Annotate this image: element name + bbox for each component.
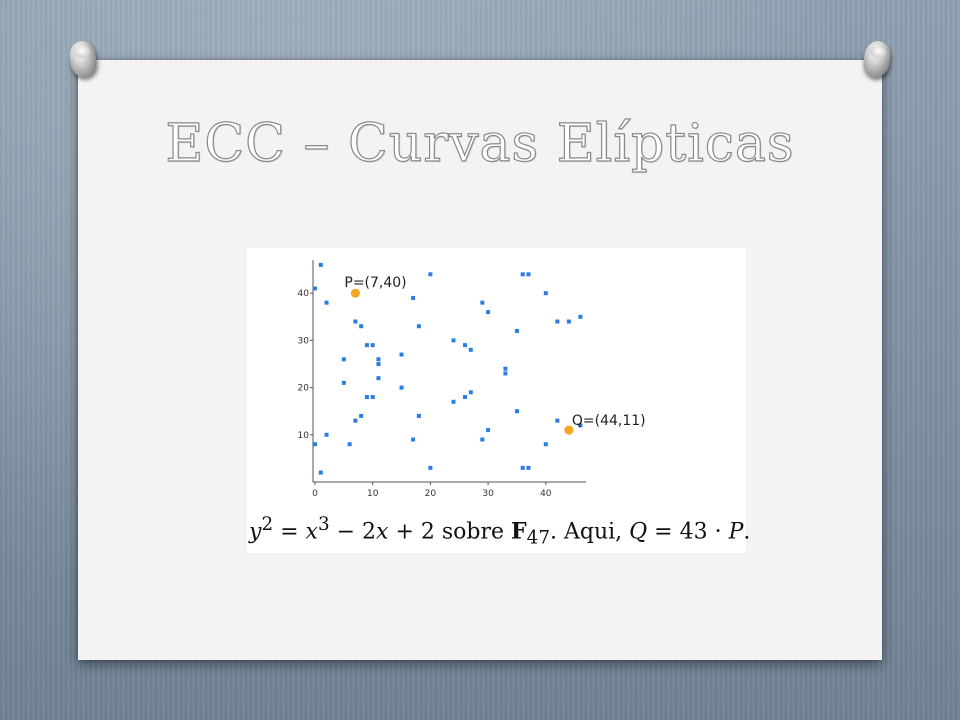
y-tick-label: 40 — [297, 289, 309, 300]
data-point — [319, 471, 323, 475]
data-point — [411, 296, 415, 300]
data-point — [480, 301, 484, 305]
highlight-label-q: Q=(44,11) — [571, 413, 646, 430]
data-point — [411, 438, 415, 442]
caption-q: Q — [629, 519, 648, 545]
caption-sep: . Aqui, — [549, 519, 630, 545]
x-tick-label: 10 — [366, 489, 379, 499]
data-point — [526, 466, 530, 470]
caption-field-sub: 47 — [526, 527, 550, 549]
scatter-plot — [247, 248, 746, 510]
data-point — [417, 414, 421, 418]
data-point — [521, 466, 525, 470]
x-tick-label: 30 — [482, 489, 494, 499]
caption-eq2: = 43 · — [647, 519, 729, 545]
data-point — [486, 428, 490, 432]
data-point — [365, 343, 369, 347]
slide-title: ECC – Curvas Elípticas — [165, 114, 795, 174]
data-point — [376, 362, 380, 366]
data-point — [319, 263, 323, 267]
y-tick-label: 10 — [297, 430, 309, 441]
data-point — [359, 324, 363, 328]
data-point — [555, 320, 559, 324]
caption-x: x — [305, 519, 318, 545]
data-point — [400, 353, 404, 357]
y-tick-label: 30 — [297, 336, 309, 347]
data-point — [544, 291, 548, 295]
figure — [247, 248, 751, 553]
data-point — [376, 376, 380, 380]
caption-field: F — [511, 518, 527, 545]
data-point — [469, 390, 473, 394]
data-point — [526, 272, 530, 276]
data-point — [342, 357, 346, 361]
highlight-label-p: P=(7,40) — [344, 275, 407, 292]
caption-eq: = — [273, 519, 306, 545]
data-point — [463, 395, 467, 399]
caption-y: y — [249, 519, 262, 545]
x-tick-label: 20 — [424, 489, 437, 499]
caption-x2: x — [376, 519, 389, 545]
figure-caption — [249, 514, 751, 549]
caption-minus: − 2 — [329, 519, 377, 545]
caption-y-exp: 2 — [261, 514, 274, 535]
data-point — [325, 433, 329, 437]
data-point — [451, 400, 455, 404]
data-point — [348, 442, 352, 446]
data-point — [325, 301, 329, 305]
data-point — [544, 442, 548, 446]
data-point — [342, 381, 346, 385]
data-point — [503, 367, 507, 371]
caption-x-exp: 3 — [317, 514, 330, 535]
data-point — [567, 320, 571, 324]
caption-p: P — [728, 519, 744, 545]
data-point — [486, 310, 490, 314]
data-point — [463, 343, 467, 347]
data-point — [469, 348, 473, 352]
data-point — [451, 338, 455, 342]
data-point — [371, 395, 375, 399]
pushpin-right-icon — [862, 39, 893, 78]
data-point — [480, 438, 484, 442]
y-tick-label: 20 — [297, 383, 309, 394]
data-point — [515, 409, 519, 413]
data-point — [353, 419, 357, 423]
caption-plus: + 2 sobre — [388, 519, 512, 545]
data-point — [400, 386, 404, 390]
x-tick-label: 0 — [312, 489, 318, 499]
data-point — [353, 320, 357, 324]
caption-end: . — [743, 519, 751, 545]
data-point — [515, 329, 519, 333]
data-point — [578, 315, 582, 319]
data-point — [521, 272, 525, 276]
x-tick-label: 40 — [540, 489, 552, 499]
data-point — [359, 414, 363, 418]
data-point — [428, 272, 432, 276]
data-point — [365, 395, 369, 399]
data-point — [417, 324, 421, 328]
data-point — [371, 343, 375, 347]
data-point — [313, 286, 317, 290]
data-point — [313, 442, 317, 446]
data-point — [428, 466, 432, 470]
data-point — [555, 419, 559, 423]
data-point — [503, 371, 507, 375]
data-point — [376, 357, 380, 361]
